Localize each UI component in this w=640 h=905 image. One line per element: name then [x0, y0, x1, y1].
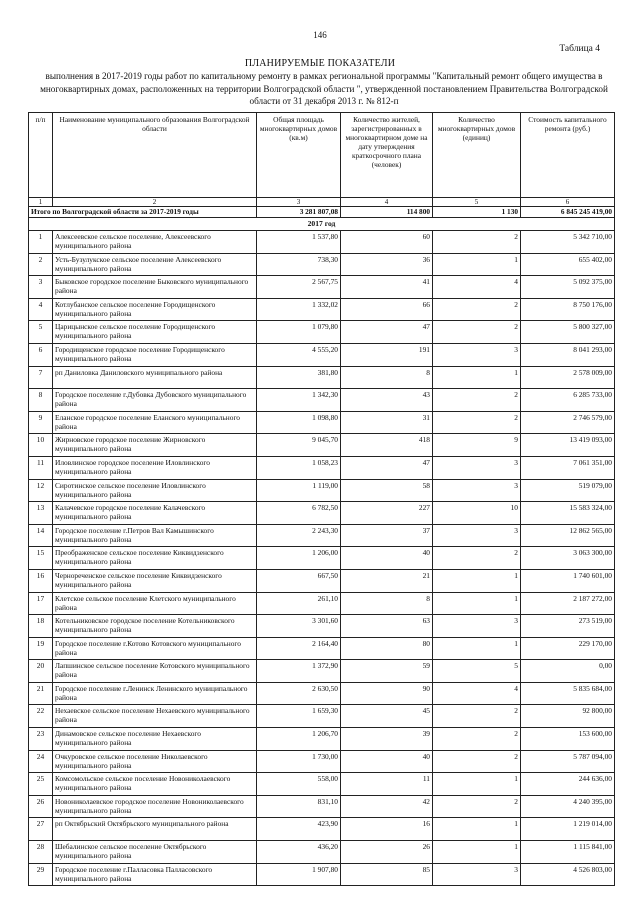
municipality-name: Городское поселение г.Ленинск Ленинского муниципального района: [53, 682, 257, 705]
area-value: 4 555,20: [257, 343, 341, 366]
row-index: 9: [29, 411, 53, 434]
residents-value: 90: [341, 682, 433, 705]
row-index: 10: [29, 434, 53, 457]
year-section-row: [29, 218, 615, 231]
houses-value: 1: [433, 841, 521, 864]
houses-value: 1: [433, 637, 521, 660]
municipality-name: Городское поселение г.Дубовка Дубовского муниципального района: [53, 389, 257, 412]
area-value: 9 045,70: [257, 434, 341, 457]
table-row: [29, 705, 615, 728]
cost-value: 8 041 293,00: [521, 343, 615, 366]
cost-value: 655 402,00: [521, 253, 615, 276]
cost-value: 4 240 395,00: [521, 795, 615, 818]
table-row: [29, 524, 615, 547]
row-index: 14: [29, 524, 53, 547]
table-row: [29, 479, 615, 502]
total-row: [29, 207, 615, 218]
indicators-table: [28, 112, 615, 886]
cost-value: 8 750 176,00: [521, 298, 615, 321]
total-residents: 114 800: [341, 207, 433, 218]
row-index: 25: [29, 773, 53, 796]
table-row: [29, 298, 615, 321]
municipality-name: Очкуровское сельское поселение Николаевского муниципального района: [53, 750, 257, 773]
row-index: 7: [29, 366, 53, 389]
area-value: 1 730,00: [257, 750, 341, 773]
residents-value: 227: [341, 502, 433, 525]
residents-value: 60: [341, 231, 433, 254]
houses-value: 1: [433, 592, 521, 615]
residents-value: 40: [341, 750, 433, 773]
houses-value: 4: [433, 682, 521, 705]
row-index: 8: [29, 389, 53, 412]
area-value: 6 782,50: [257, 502, 341, 525]
residents-value: 8: [341, 592, 433, 615]
residents-value: 37: [341, 524, 433, 547]
houses-value: 3: [433, 863, 521, 886]
column-number-row: [29, 198, 615, 207]
table-row: [29, 502, 615, 525]
houses-value: 2: [433, 411, 521, 434]
table-row: [29, 773, 615, 796]
table-row: [29, 660, 615, 683]
municipality-name: Котельниковское городское поселение Котельниковского муниципального района: [53, 615, 257, 638]
column-number: 2: [53, 198, 257, 207]
municipality-name: Царицынское сельское поселение Городищенского муниципального района: [53, 321, 257, 344]
cost-value: 4 526 803,00: [521, 863, 615, 886]
row-index: 12: [29, 479, 53, 502]
column-number: 4: [341, 198, 433, 207]
residents-value: 42: [341, 795, 433, 818]
table-row: [29, 818, 615, 841]
houses-value: 2: [433, 547, 521, 570]
municipality-name: Комсомольское сельское поселение Новониколаевского муниципального района: [53, 773, 257, 796]
area-value: 1 342,30: [257, 389, 341, 412]
table-row: [29, 389, 615, 412]
residents-value: 26: [341, 841, 433, 864]
houses-value: 2: [433, 750, 521, 773]
houses-value: 1: [433, 818, 521, 841]
row-index: 17: [29, 592, 53, 615]
area-value: 1 907,80: [257, 863, 341, 886]
houses-value: 1: [433, 773, 521, 796]
residents-value: 63: [341, 615, 433, 638]
municipality-name: Преображенское сельское поселение Киквидзенского муниципального района: [53, 547, 257, 570]
municipality-name: рп Даниловка Даниловского муниципального района: [53, 366, 257, 389]
residents-value: 39: [341, 728, 433, 751]
cost-value: 1 115 841,00: [521, 841, 615, 864]
area-value: 3 301,60: [257, 615, 341, 638]
residents-value: 21: [341, 569, 433, 592]
municipality-name: Алексеевское сельское поселение, Алексеевского муниципального района: [53, 231, 257, 254]
area-value: 1 058,23: [257, 456, 341, 479]
municipality-name: Городищенское городское поселение Городищенского муниципального района: [53, 343, 257, 366]
area-value: 381,80: [257, 366, 341, 389]
houses-value: 4: [433, 276, 521, 299]
col-header-index: п/п: [29, 113, 53, 198]
houses-value: 9: [433, 434, 521, 457]
municipality-name: Клетское сельское поселение Клетского муниципального района: [53, 592, 257, 615]
cost-value: 153 600,00: [521, 728, 615, 751]
area-value: 1 206,70: [257, 728, 341, 751]
row-index: 18: [29, 615, 53, 638]
row-index: 15: [29, 547, 53, 570]
cost-value: 519 079,00: [521, 479, 615, 502]
municipality-name: Калачевское городское поселение Калачевского муниципального района: [53, 502, 257, 525]
cost-value: 92 800,00: [521, 705, 615, 728]
table-row: [29, 863, 615, 886]
area-value: 423,90: [257, 818, 341, 841]
cost-value: 2 187 272,00: [521, 592, 615, 615]
area-value: 2 164,40: [257, 637, 341, 660]
cost-value: 1 740 601,00: [521, 569, 615, 592]
table-row: [29, 276, 615, 299]
municipality-name: Городское поселение г.Петров Вал Камышинского муниципального района: [53, 524, 257, 547]
cost-value: 13 419 093,00: [521, 434, 615, 457]
municipality-name: Еланское городское поселение Еланского муниципального района: [53, 411, 257, 434]
residents-value: 59: [341, 660, 433, 683]
cost-value: 3 063 300,00: [521, 547, 615, 570]
column-number: 5: [433, 198, 521, 207]
area-value: 1 332,02: [257, 298, 341, 321]
cost-value: 5 835 684,00: [521, 682, 615, 705]
table-row: [29, 750, 615, 773]
row-index: 26: [29, 795, 53, 818]
total-cost: 6 845 245 419,00: [521, 207, 615, 218]
area-value: 1 659,30: [257, 705, 341, 728]
total-houses: 1 130: [433, 207, 521, 218]
table-row: [29, 728, 615, 751]
municipality-name: Жирновское городское поселение Жирновского муниципального района: [53, 434, 257, 457]
residents-value: 47: [341, 321, 433, 344]
row-index: 21: [29, 682, 53, 705]
col-header-name: Наименование муниципального образования Волгоградской области: [53, 113, 257, 198]
houses-value: 2: [433, 705, 521, 728]
houses-value: 3: [433, 479, 521, 502]
municipality-name: Быковское городское поселение Быковского муниципального района: [53, 276, 257, 299]
municipality-name: Котлубанское сельское поселение Городищенского муниципального района: [53, 298, 257, 321]
col-header-residents: Количество жителей, зарегистрированных в многоквартирном доме на дату утверждения краткосрочного плана (человек): [341, 113, 433, 198]
residents-value: 8: [341, 366, 433, 389]
table-row: [29, 253, 615, 276]
area-value: 261,10: [257, 592, 341, 615]
municipality-name: Иловлинское городское поселение Иловлинского муниципального района: [53, 456, 257, 479]
table-row: [29, 321, 615, 344]
col-header-cost: Стоимость капитального ремонта (руб.): [521, 113, 615, 198]
document-heading: ПЛАНИРУЕМЫЕ ПОКАЗАТЕЛИ: [244, 58, 396, 69]
cost-value: 5 342 710,00: [521, 231, 615, 254]
table-row: [29, 682, 615, 705]
houses-value: 3: [433, 456, 521, 479]
row-index: 11: [29, 456, 53, 479]
houses-value: 1: [433, 366, 521, 389]
row-index: 4: [29, 298, 53, 321]
residents-value: 36: [341, 253, 433, 276]
cost-value: 244 636,00: [521, 773, 615, 796]
area-value: 558,00: [257, 773, 341, 796]
houses-value: 3: [433, 343, 521, 366]
table-row: [29, 231, 615, 254]
row-index: 1: [29, 231, 53, 254]
cost-value: 7 061 351,00: [521, 456, 615, 479]
houses-value: 2: [433, 728, 521, 751]
row-index: 13: [29, 502, 53, 525]
table-header-row: [29, 113, 615, 198]
table-row: [29, 343, 615, 366]
area-value: 1 119,00: [257, 479, 341, 502]
residents-value: 40: [341, 547, 433, 570]
houses-value: 3: [433, 524, 521, 547]
municipality-name: Чернореченское сельское поселение Киквидзенского муниципального района: [53, 569, 257, 592]
area-value: 2 567,75: [257, 276, 341, 299]
document-subheading: выполнения в 2017-2019 годы работ по капитальному ремонту в рамках региональной программы "Капитальный ремонт общего имущества в многоквартирных домах, расположенных на территории Волгоградской области ", утвержденной постановлением Правительства Волгоградской области от 31 декабря 2013 г. № 812-п: [40, 71, 608, 106]
houses-value: 2: [433, 298, 521, 321]
municipality-name: Городское поселение г.Палласовка Палласовского муниципального района: [53, 863, 257, 886]
row-index: 19: [29, 637, 53, 660]
area-value: 738,30: [257, 253, 341, 276]
area-value: 1 372,90: [257, 660, 341, 683]
row-index: 3: [29, 276, 53, 299]
residents-value: 58: [341, 479, 433, 502]
table-row: [29, 615, 615, 638]
table-row: [29, 637, 615, 660]
table-label: Таблица 4: [559, 44, 600, 54]
area-value: 2 630,50: [257, 682, 341, 705]
residents-value: 11: [341, 773, 433, 796]
row-index: 27: [29, 818, 53, 841]
cost-value: 12 862 565,00: [521, 524, 615, 547]
col-header-houses: Количество многоквартирных домов (единиц): [433, 113, 521, 198]
row-index: 6: [29, 343, 53, 366]
row-index: 16: [29, 569, 53, 592]
cost-value: 273 519,00: [521, 615, 615, 638]
row-index: 24: [29, 750, 53, 773]
cost-value: 1 219 014,00: [521, 818, 615, 841]
cost-value: 5 092 375,00: [521, 276, 615, 299]
residents-value: 41: [341, 276, 433, 299]
municipality-name: Лапшинское сельское поселение Котовского муниципального района: [53, 660, 257, 683]
municipality-name: Шебалинское сельское поселение Октябрьского муниципального района: [53, 841, 257, 864]
municipality-name: Сиротинское сельское поселение Иловлинского муниципального района: [53, 479, 257, 502]
municipality-name: Нехаевское сельское поселение Нехаевского муниципального района: [53, 705, 257, 728]
table-row: [29, 569, 615, 592]
cost-value: 15 583 324,00: [521, 502, 615, 525]
row-index: 28: [29, 841, 53, 864]
cost-value: 229 170,00: [521, 637, 615, 660]
total-area: 3 281 807,08: [257, 207, 341, 218]
page-number: 146: [313, 30, 327, 40]
residents-value: 45: [341, 705, 433, 728]
houses-value: 5: [433, 660, 521, 683]
residents-value: 47: [341, 456, 433, 479]
residents-value: 16: [341, 818, 433, 841]
table-row: [29, 547, 615, 570]
municipality-name: рп Октябрьский Октябрьского муниципального района: [53, 818, 257, 841]
municipality-name: Динамовское сельское поселение Нехаевского муниципального района: [53, 728, 257, 751]
municipality-name: Городское поселение г.Котово Котовского муниципального района: [53, 637, 257, 660]
column-number: 6: [521, 198, 615, 207]
row-index: 23: [29, 728, 53, 751]
area-value: 436,20: [257, 841, 341, 864]
residents-value: 85: [341, 863, 433, 886]
municipality-name: Новониколаевское городское поселение Новониколаевского муниципального района: [53, 795, 257, 818]
residents-value: 66: [341, 298, 433, 321]
area-value: 2 243,30: [257, 524, 341, 547]
cost-value: 0,00: [521, 660, 615, 683]
table-row: [29, 795, 615, 818]
table-row: [29, 456, 615, 479]
houses-value: 2: [433, 389, 521, 412]
column-number: 1: [29, 198, 53, 207]
residents-value: 31: [341, 411, 433, 434]
residents-value: 191: [341, 343, 433, 366]
houses-value: 2: [433, 321, 521, 344]
houses-value: 10: [433, 502, 521, 525]
cost-value: 6 285 733,00: [521, 389, 615, 412]
row-index: 29: [29, 863, 53, 886]
row-index: 2: [29, 253, 53, 276]
houses-value: 3: [433, 615, 521, 638]
municipality-name: Усть-Бузулукское сельское поселение Алексеевского муниципального района: [53, 253, 257, 276]
residents-value: 418: [341, 434, 433, 457]
area-value: 831,10: [257, 795, 341, 818]
area-value: 1 098,80: [257, 411, 341, 434]
area-value: 1 206,00: [257, 547, 341, 570]
total-label: Итого по Волгоградской области за 2017-2019 годы: [29, 207, 257, 218]
cost-value: 5 800 327,00: [521, 321, 615, 344]
residents-value: 80: [341, 637, 433, 660]
table-row: [29, 592, 615, 615]
table-row: [29, 411, 615, 434]
houses-value: 2: [433, 231, 521, 254]
residents-value: 43: [341, 389, 433, 412]
table-row: [29, 366, 615, 389]
houses-value: 2: [433, 795, 521, 818]
cost-value: 2 746 579,00: [521, 411, 615, 434]
column-number: 3: [257, 198, 341, 207]
houses-value: 1: [433, 253, 521, 276]
cost-value: 5 787 094,00: [521, 750, 615, 773]
table-row: [29, 434, 615, 457]
area-value: 667,50: [257, 569, 341, 592]
row-index: 5: [29, 321, 53, 344]
row-index: 22: [29, 705, 53, 728]
cost-value: 2 578 009,00: [521, 366, 615, 389]
area-value: 1 079,80: [257, 321, 341, 344]
year-label: 2017 год: [29, 218, 615, 231]
table-row: [29, 841, 615, 864]
col-header-area: Общая площадь многоквартирных домов (кв.м): [257, 113, 341, 198]
area-value: 1 537,80: [257, 231, 341, 254]
houses-value: 1: [433, 569, 521, 592]
row-index: 20: [29, 660, 53, 683]
